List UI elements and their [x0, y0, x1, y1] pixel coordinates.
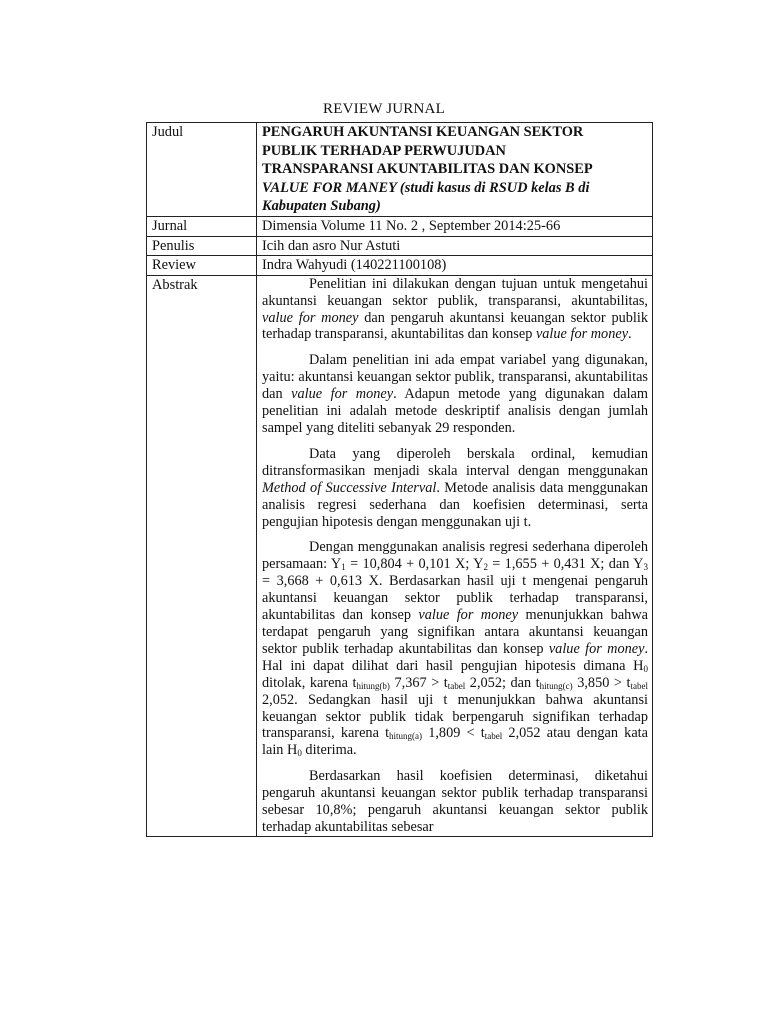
abstract-paragraph-3	[262, 446, 648, 531]
value-review: Indra Wahyudi (140221100108)	[257, 256, 653, 276]
label-abstrak: Abstrak	[147, 275, 257, 836]
text-run: .	[628, 326, 632, 343]
text-run: Dengan menggunakan analisis regresi sederhana diperoleh persamaan: Y	[262, 539, 648, 573]
subscript: tabel	[484, 731, 503, 742]
label-judul: Judul	[147, 123, 257, 217]
label-review: Review	[147, 256, 257, 276]
abstract-paragraph-5	[262, 768, 648, 836]
title-line-4: VALUE FOR MANEY (studi kasus di RSUD kelas B di	[262, 179, 590, 196]
subscript: tabel	[630, 680, 648, 691]
subscript: hitung(c)	[539, 680, 573, 691]
italic-term: value for money	[535, 326, 629, 343]
subscript: hitung(a)	[389, 731, 423, 742]
text-run: Penelitian ini dilakukan dengan tujuan untuk mengetahui akuntansi keuangan sektor publik, transparansi, akuntabilitas,	[262, 275, 648, 309]
title-line-5: Kabupaten Subang)	[262, 198, 381, 215]
italic-term: Method of Successive Interval	[262, 479, 437, 496]
text-run: 2,052; dan t	[465, 674, 540, 691]
text-run: 7,367 > t	[389, 674, 448, 691]
subscript: 0	[297, 748, 302, 759]
text-run: = 1,655 + 0,431 X; dan Y	[487, 556, 644, 573]
text-run: 3,850 > t	[572, 674, 631, 691]
text-run: Berdasarkan hasil koefisien determinasi, diketahui pengaruh akuntansi keuangan sektor publik terhadap transparansi sebesar 10,8%; pengaruh akuntansi keuangan sektor publik terhadap akuntabilitas sebesar	[262, 768, 648, 835]
text-run: = 10,804 + 0,101 X; Y	[345, 556, 484, 573]
text-run: Data yang diperoleh berskala ordinal, kemudian ditransformasikan menjadi skala interval dengan menggunakan	[262, 445, 648, 479]
text-run: . Metode analisis data menggunakan analisis regresi sederhana dan koefisien determinasi, serta pengujian hipotesis dengan menggunakan uji t.	[262, 479, 648, 530]
review-table	[146, 122, 653, 837]
label-jurnal: Jurnal	[147, 216, 257, 236]
value-jurnal: Dimensia Volume 11 No. 2 , September 2014:25-66	[257, 216, 653, 236]
text-run: 2,052. Sedangkan hasil uji t menunjukkan bahwa akuntansi keuangan sektor publik tidak berpengaruh signifikan terhadap transparansi, karena t	[262, 691, 648, 742]
text-run: = 3,668 + 0,613 X. Berdasarkan hasil uji t mengenai pengaruh akuntansi keuangan sektor publik terhadap transparansi, akuntabilitas dan konsep	[262, 573, 648, 624]
abstract-paragraph-1	[262, 276, 648, 344]
text-run: 1,809 < t	[422, 725, 485, 742]
subscript: 0	[643, 663, 648, 674]
italic-term: value for money	[262, 309, 359, 326]
text-run: . Hal ini dapat dilihat dari hasil pengujian hipotesis dimana H	[262, 640, 649, 674]
subscript: hitung(b)	[356, 680, 390, 691]
text-run: . Adapun metode yang digunakan dalam penelitian ini adalah metode deskriptif analisis dengan jumlah sampel yang diteliti sebanyak 29 responden.	[262, 386, 649, 436]
text-run: 2,052 atau dengan kata lain H	[262, 725, 648, 759]
label-penulis: Penulis	[147, 236, 257, 256]
title-line-1: PENGARUH AKUNTANSI KEUANGAN SEKTOR	[262, 124, 584, 140]
abstract-paragraph-4	[262, 539, 648, 759]
text-run: diterima.	[301, 742, 357, 759]
table-row-review	[147, 256, 653, 276]
italic-term: value for money	[418, 607, 519, 624]
table-row-penulis	[147, 236, 653, 256]
value-judul	[257, 123, 653, 217]
text-run: ditolak, karena t	[262, 674, 357, 691]
text-run: dan pengaruh akuntansi keuangan sektor publik terhadap transparansi, akuntabilitas dan konsep	[262, 309, 648, 343]
table-row-jurnal	[147, 216, 653, 236]
page-title: REVIEW JURNAL	[323, 101, 445, 117]
subscript: tabel	[447, 680, 466, 691]
text-run: Dalam penelitian ini ada empat variabel yang digunakan, yaitu: akuntansi keuangan sektor publik, transparansi, akuntabilitas dan	[262, 352, 648, 403]
text-run: menunjukkan bahwa terdapat pengaruh yang signifikan antara akuntansi keuangan sektor publik terhadap akuntabilitas dan konsep	[262, 607, 648, 657]
italic-term: value for money	[291, 386, 394, 403]
table-row-abstrak	[147, 275, 653, 836]
italic-term: value for money	[548, 640, 645, 657]
table-row-judul	[147, 123, 653, 217]
title-line-3: TRANSPARANSI AKUNTABILITAS DAN KONSEP	[262, 161, 593, 178]
value-penulis: Icih dan asro Nur Astuti	[257, 236, 653, 256]
subscript: 3	[643, 562, 648, 573]
subscript: 2	[483, 562, 488, 573]
value-abstrak	[257, 275, 653, 836]
title-line-2: PUBLIK TERHADAP PERWUJUDAN	[262, 142, 506, 159]
subscript: 1	[341, 562, 346, 573]
abstract-paragraph-2	[262, 352, 648, 437]
